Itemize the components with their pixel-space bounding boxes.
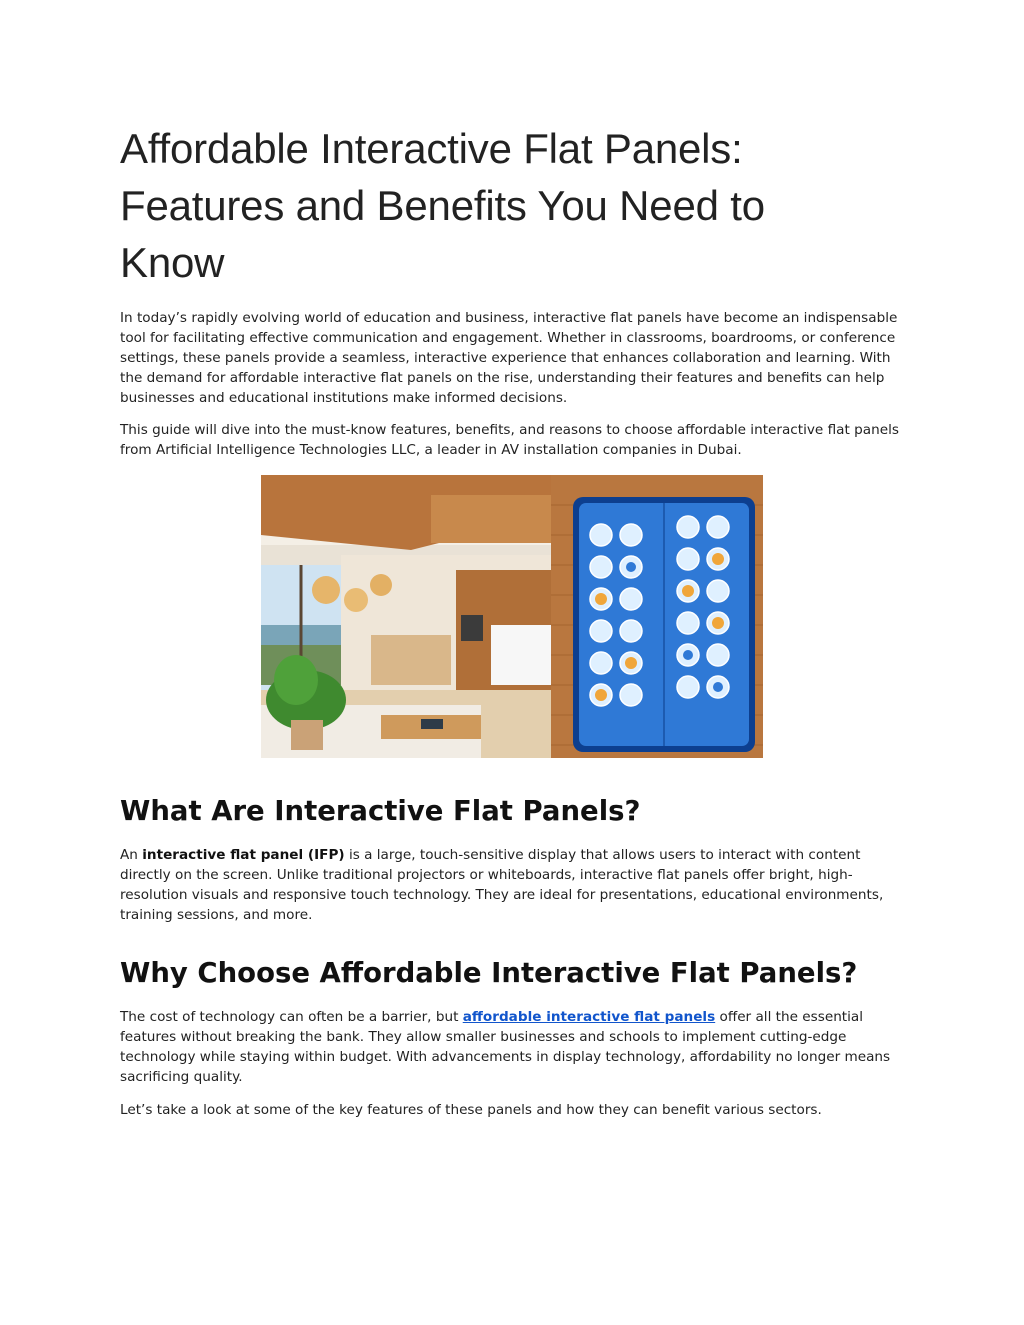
- section1-rest: is a large, touch-sensitive display that allows users to interact with content directly on the screen. Unlike traditional projectors or whiteboards, interactive flat panels offer bright, high-resolution visuals and responsive touch technology. They are ideal for presentations, educational environments, training sessions, and more.: [120, 847, 884, 923]
- section-heading-what-are-ifp: What Are Interactive Flat Panels?: [120, 795, 641, 827]
- section1-prefix: An: [120, 847, 143, 863]
- section2-rest: offer all the essential features without breaking the bank. They allow smaller businesses and schools to implement cutting-edge technology while staying within budget. With advancements in display technology, affordability no longer means sacrificing quality.: [120, 1009, 891, 1085]
- affordable-panels-link[interactable]: affordable interactive flat panels: [462, 1009, 716, 1025]
- section-heading-why-choose: Why Choose Affordable Interactive Flat Panels?: [120, 957, 858, 989]
- page-title: Affordable Interactive Flat Panels: Features and Benefits You Need to Know: [120, 125, 765, 286]
- interactive-panel-room-illustration: [261, 475, 763, 758]
- intro-paragraph-1: In today’s rapidly evolving world of education and business, interactive flat panels have become an indispensable tool for facilitating effective communication and engagement. Whether in classrooms, boardrooms, or conference settings, these panels provide a seamless, interactive experience that enhances collaboration and learning. With the demand for affordable interactive flat panels on the rise, understanding their features and benefits can help businesses and educational institutions make informed decisions.: [120, 310, 898, 406]
- section2-paragraph-1: [120, 1007, 910, 1087]
- section1-paragraph: [120, 845, 910, 925]
- intro-paragraph-2: This guide will dive into the must-know features, benefits, and reasons to choose affordable interactive flat panels from Artificial Intelligence Technologies LLC, a leader in AV installation companies in Dubai.: [120, 422, 899, 458]
- section2-prefix: The cost of technology can often be a barrier, but: [120, 1009, 463, 1025]
- section2-paragraph-2: Let’s take a look at some of the key features of these panels and how they can benefit various sectors.: [120, 1102, 822, 1118]
- ifp-term-bold: interactive flat panel (IFP): [142, 847, 345, 863]
